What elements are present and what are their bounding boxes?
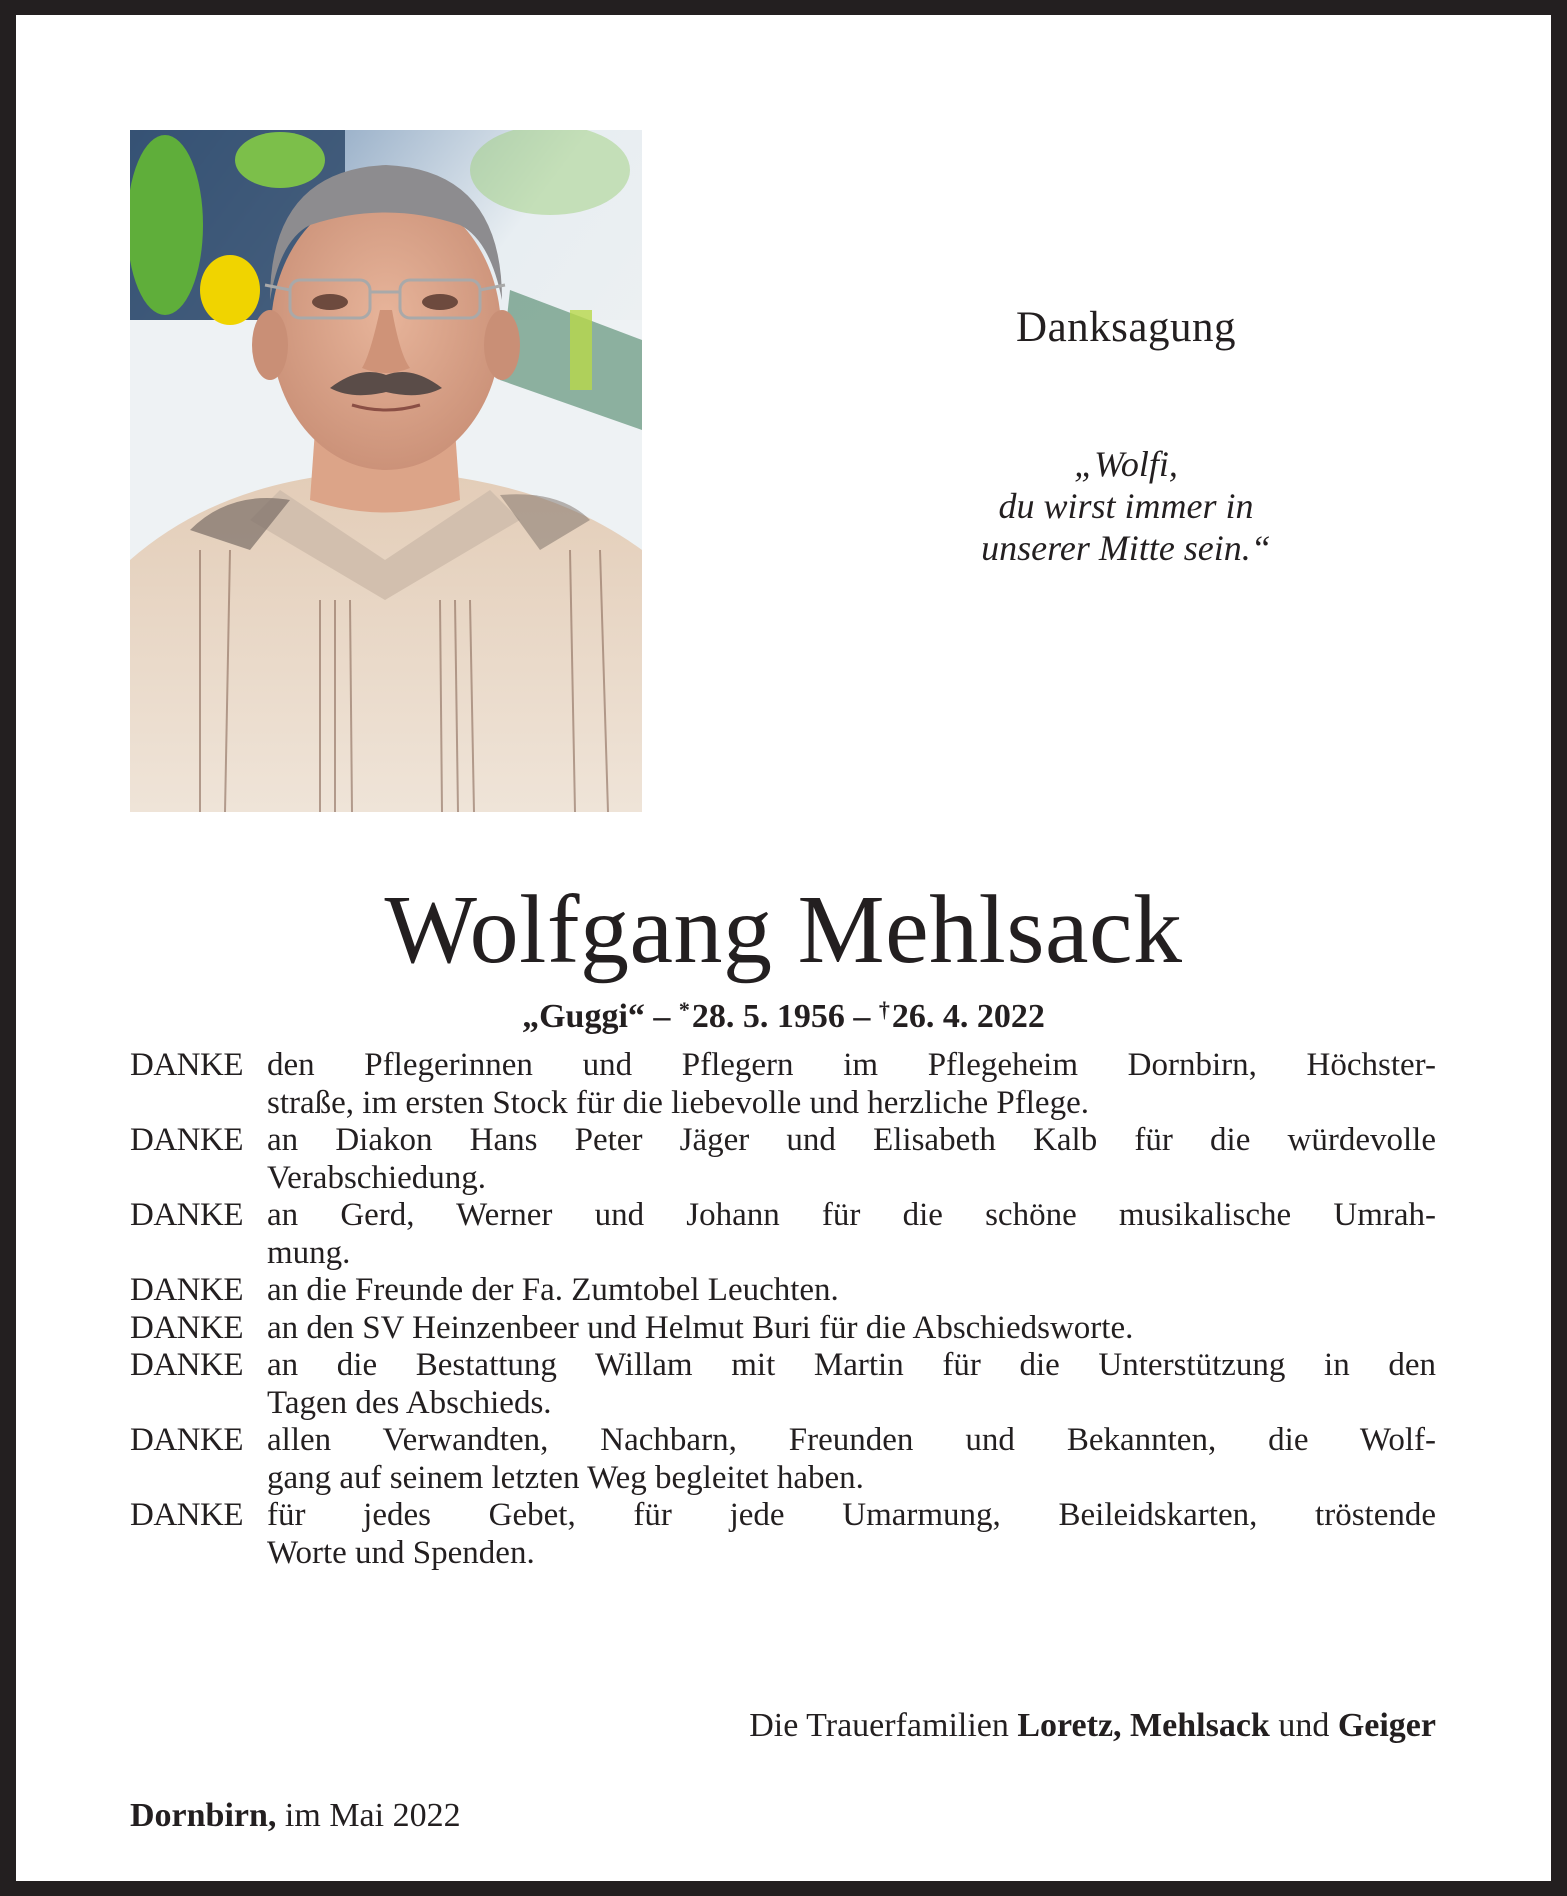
place-and-date — [130, 1797, 461, 1835]
thanks-text-line: allen Verwandten, Nachbarn, Freunden und Bekannten, die Wolf- — [267, 1422, 1436, 1458]
thanks-text-line: an Gerd, Werner und Johann für die schöne musikalische Umrah- — [267, 1197, 1436, 1233]
thanks-item — [130, 1347, 1436, 1422]
thanks-list — [130, 1047, 1436, 1572]
thanks-item — [130, 1497, 1436, 1572]
thanks-label: DANKE — [130, 1272, 243, 1308]
thanks-text-line: straße, im ersten Stock für die liebevolle und herzliche Pflege. — [267, 1084, 1089, 1121]
deceased-name: Wolfgang Mehlsack — [384, 876, 1183, 984]
quote-line: unserer Mitte sein.“ — [981, 528, 1271, 568]
date: im Mai 2022 — [284, 1797, 461, 1834]
thanks-text-line: für jedes Gebet, für jede Umarmung, Beileidskarten, tröstende — [267, 1497, 1436, 1533]
life-dates — [16, 997, 1551, 1036]
families-prefix: Die Trauerfamilien — [749, 1707, 1009, 1744]
place: Dornbirn, — [130, 1797, 277, 1834]
thanks-text-line: an die Freunde der Fa. Zumtobel Leuchten. — [267, 1272, 839, 1308]
thanks-item — [130, 1122, 1436, 1197]
quote-line: du wirst immer in — [998, 486, 1254, 526]
memorial-quote — [896, 443, 1356, 569]
death-cross-icon: † — [878, 997, 890, 1022]
thanks-item — [130, 1197, 1436, 1272]
thanks-text-line: den Pflegerinnen und Pflegern im Pflegeheim Dornbirn, Höchster- — [267, 1047, 1436, 1083]
thanks-text-line: Worte und Spenden. — [267, 1534, 535, 1571]
portrait-image — [130, 130, 642, 812]
thanks-label: DANKE — [130, 1497, 243, 1533]
mourning-families — [749, 1707, 1436, 1745]
family-name: Mehlsack — [1130, 1707, 1270, 1744]
thanks-text-line: mung. — [267, 1234, 351, 1271]
thanks-label: DANKE — [130, 1197, 243, 1233]
thanks-text-line: an Diakon Hans Peter Jäger und Elisabeth Kalb für die würdevolle — [267, 1122, 1436, 1158]
birth-date: 28. 5. 1956 — [691, 998, 845, 1035]
dash: – — [653, 998, 671, 1035]
thanks-text-line: Verabschiedung. — [267, 1159, 487, 1196]
thanks-item — [130, 1310, 1436, 1348]
family-name: Geiger — [1337, 1707, 1436, 1744]
birth-star-icon: * — [678, 997, 690, 1022]
thanks-item — [130, 1272, 1436, 1310]
thanks-label: DANKE — [130, 1422, 243, 1458]
thanks-text-line: an die Bestattung Willam mit Martin für die Unterstützung in den — [267, 1347, 1436, 1383]
nickname: „Guggi“ — [522, 998, 645, 1035]
portrait-photo — [130, 130, 642, 812]
death-date: 26. 4. 2022 — [891, 998, 1045, 1035]
thanks-item — [130, 1047, 1436, 1122]
notice-heading: Danksagung — [1016, 304, 1236, 351]
family-name: Loretz, — [1017, 1707, 1122, 1744]
quote-line: „Wolfi, — [1074, 444, 1178, 484]
obituary-page — [16, 15, 1551, 1881]
thanks-text-line: gang auf seinem letzten Weg begleitet haben. — [267, 1459, 864, 1496]
thanks-text-line: Tagen des Abschieds. — [267, 1384, 552, 1421]
families-connector: und — [1278, 1707, 1330, 1744]
thanks-label: DANKE — [130, 1122, 243, 1158]
thanks-item — [130, 1422, 1436, 1497]
dash: – — [853, 998, 871, 1035]
thanks-label: DANKE — [130, 1347, 243, 1383]
thanks-label: DANKE — [130, 1047, 243, 1083]
thanks-label: DANKE — [130, 1309, 243, 1346]
thanks-text-line: an den SV Heinzenbeer und Helmut Buri für die Abschiedsworte. — [267, 1309, 1134, 1346]
